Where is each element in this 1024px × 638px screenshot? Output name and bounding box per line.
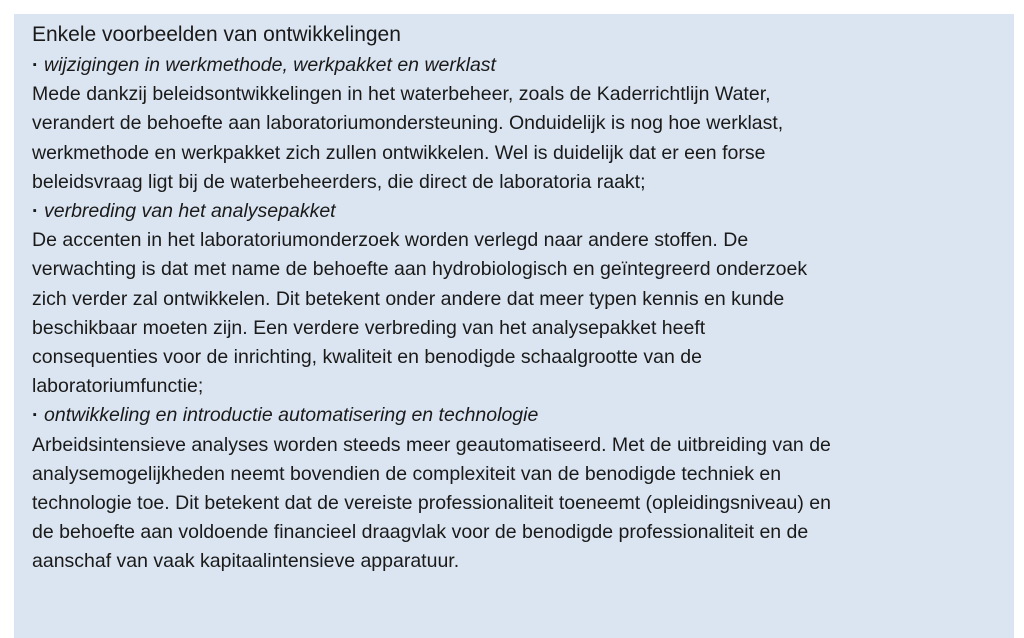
bullet-heading-werkmethode — [32, 51, 1007, 80]
text-line: beschikbaar moeten zijn. Een verdere verbreding van het analysepakket heeft — [32, 316, 706, 339]
bullet-text: verbreding van het analysepakket — [44, 200, 336, 223]
paragraph-automatisering — [32, 431, 1007, 577]
text-line: De accenten in het laboratoriumonderzoek worden verlegd naar andere stoffen. De — [32, 229, 749, 252]
bullet-dot-icon: · — [32, 200, 39, 223]
text-line: consequenties voor de inrichting, kwaliteit en benodigde schaalgrootte van de — [32, 346, 702, 369]
bullet-heading-automatisering — [32, 401, 1007, 430]
text-line: verandert de behoefte aan laboratoriumondersteuning. Onduidelijk is nog hoe werklast, — [32, 112, 784, 135]
text-line: laboratoriumfunctie; — [32, 375, 204, 398]
text-line: Mede dankzij beleidsontwikkelingen in het waterbeheer, zoals de Kaderrichtlijn Water, — [32, 83, 771, 106]
text-line: aanschaf van vaak kapitaalintensieve apparatuur. — [32, 550, 460, 573]
text-line: werkmethode en werkpakket zich zullen ontwikkelen. Wel is duidelijk dat er een forse — [32, 141, 766, 164]
bullet-dot-icon: · — [32, 404, 39, 427]
bullet-text: wijzigingen in werkmethode, werkpakket en werklast — [44, 54, 496, 76]
text-line: analysemogelijkheden neemt bovendien de complexiteit van de benodigde techniek en — [32, 462, 782, 485]
text-line: beleidsvraag ligt bij de waterbeheerders, die direct de laboratoria raakt; — [32, 170, 646, 193]
panel-content — [32, 19, 1007, 577]
panel-title: Enkele voorbeelden van ontwikkelingen — [32, 23, 401, 46]
paragraph-analysepakket — [32, 226, 1007, 401]
text-line: Arbeidsintensieve analyses worden steeds meer geautomatiseerd. Met de uitbreiding van de — [32, 433, 831, 456]
bullet-heading-analysepakket — [32, 197, 1007, 226]
paragraph-werkmethode — [32, 80, 1007, 197]
text-panel — [14, 14, 1014, 638]
bullet-dot-icon: · — [32, 54, 39, 76]
text-line: zich verder zal ontwikkelen. Dit betekent onder andere dat meer typen kennis en kunde — [32, 287, 785, 310]
text-line: de behoefte aan voldoende financieel draagvlak voor de benodigde professionaliteit en de — [32, 521, 809, 544]
bullet-text: ontwikkeling en introductie automatisering en technologie — [44, 404, 539, 427]
text-line: verwachting is dat met name de behoefte aan hydrobiologisch en geïntegreerd onderzoek — [32, 258, 808, 281]
text-line: technologie toe. Dit betekent dat de vereiste professionaliteit toeneemt (opleidingsniveau) en — [32, 492, 831, 515]
